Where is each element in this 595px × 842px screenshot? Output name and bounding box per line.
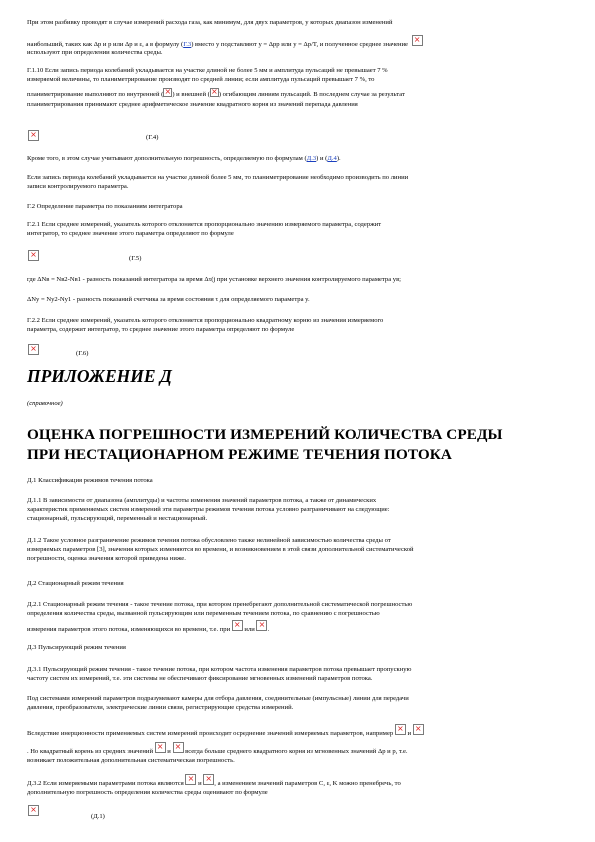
section-title-d1 (27, 476, 572, 485)
text-line: Если запись периода колебаний укладывается на участке длиной более 5 мм, то планиметрирование необходимо производить по линии (27, 174, 409, 181)
text-line: Д.3.1 Пульсирующий режим течения - такое течение потока, при котором частота изменения параметров потока превышает пропускную (27, 666, 412, 673)
text-line: Вследствие инерционности применяемых систем измерений происходит осреднение значений измеряемых параметров, например × и × (27, 724, 572, 738)
equation-number: (Г.6) (76, 350, 89, 357)
formula-image-icon (28, 250, 39, 261)
text-line: Д.3.2 Если измеряемыми параметрами потока являются × и × , а изменением значений параметров C, ε, K можно пренебречь, то (27, 774, 572, 788)
formula-image-icon (28, 805, 39, 816)
formula-image-icon (28, 130, 39, 141)
paragraph-additional-error (27, 154, 572, 163)
formula-image-icon (412, 35, 423, 46)
formula-link-d4[interactable]: Д.4 (327, 155, 337, 162)
text-line: частоту систем их измерений, т.е. эти системы не обеспечивают фиксирование мгновенных изменений параметров потока. (27, 675, 373, 683)
paragraph-d3-2 (27, 774, 572, 797)
paragraph-d3-1 (27, 665, 572, 683)
text-line: Г.2.2 Если среднее измерений, указатель которого отклоняется пропорционально квадратному корню из значения измеряемого (27, 317, 384, 324)
formula-g5 (27, 250, 572, 264)
paragraph-g2-2 (27, 316, 572, 334)
section-title-d2 (27, 579, 572, 588)
section-heading: Г.2 Определение параметра по показаниям интегратора (27, 203, 183, 210)
paragraph-d1-2 (27, 536, 572, 564)
formula-image-icon (173, 742, 184, 753)
main-title-line-1: ОЦЕНКА ПОГРЕШНОСТИ ИЗМЕРЕНИЙ КОЛИЧЕСТВА СРЕДЫ (27, 426, 503, 443)
section-heading: Д.1 Классификация режимов течения потока (27, 477, 153, 484)
text-line: Д.1.2 Такое условное разграничение режимов течения потока обусловлено также нелинейной зависимостью количества среды от (27, 537, 391, 544)
text-line: используют при определении количества среды. (27, 49, 163, 57)
appendix-note (27, 399, 572, 408)
text-line: Д.1.1 В зависимости от диапазона (амплитуды) и частоты изменения значений параметров потока, а также от динамических (27, 497, 377, 504)
text-line: . Но квадратный корень из средних значений × и × всегда больше среднего квадратного корня из мгновенных значений Δp и p, т.е. (27, 742, 572, 756)
formula-link-g3[interactable]: Г.3 (183, 41, 192, 49)
formula-image-icon (28, 344, 39, 355)
text-line: измеряемых параметров [3], значения которых изменяются во времени, и возникновением в этой связи дополнительной систематической (27, 546, 414, 554)
paragraph-g2-1-delta (27, 295, 572, 304)
text-line: измерения параметров этого потока, изменяющихся во времени, т.е. при × или × . (27, 620, 572, 634)
text-line: Под системами измерений параметров подразумевают камеры для отбора давления, соединительные (импульсные) линии для передачи (27, 695, 409, 702)
formula-g6 (27, 344, 572, 358)
equation-number: (Г.5) (129, 255, 142, 262)
text-line: записи контролируемого параметра. (27, 183, 129, 191)
text-line: Г.1.10 Если запись периода колебаний укладывается на участке длиной не более 5 мм и амплитуда пульсаций не превышает 7 % (27, 67, 388, 74)
text-line: где ΔNв = Nв2-Nв1 - разность показаний интегратора за время Δτ(j при установке верхнего значения контролируемого параметра yв; (27, 276, 402, 283)
formula-image-icon (163, 88, 172, 97)
equation-number: (Г.4) (146, 134, 159, 141)
paragraph-d3-inertia (27, 724, 572, 766)
text-line: дополнительную погрешность определения количества среды оценивают по формуле (27, 789, 268, 797)
text-line: давления, преобразователи, электрические линии связи, регистрирующие средства измерений. (27, 704, 294, 712)
text-line: параметра, содержит интегратор, то среднее значение этого параметра определяют по формуле (27, 326, 295, 334)
text-line: стационарный, пульсирующий, переменный и нестационарный. (27, 515, 208, 523)
formula-image-icon (256, 620, 267, 631)
formula-image-icon (413, 724, 424, 735)
formula-d1 (27, 805, 572, 821)
text-line: При этом разбивку проводят в случае измерений расхода газа, как минимум, для двух параметров, у которых диапазон изменений (27, 19, 393, 26)
section-heading: Д.2 Стационарный режим течения (27, 580, 124, 587)
formula-image-icon (232, 620, 243, 631)
section-title-g2 (27, 202, 572, 211)
formula-image-icon (395, 724, 406, 735)
text-line: интегратор, то среднее значение этого параметра определяют по формуле (27, 230, 234, 238)
formula-g4 (27, 130, 572, 144)
formula-image-icon (210, 88, 219, 97)
text-line: Кроме того, в этом случае учитывают дополнительную погрешность, определяемую по формулам (Д.3) и (Д.4). (27, 155, 341, 162)
paragraph-d3-1-note (27, 694, 572, 712)
text-line: Д.2.1 Стационарный режим течения - такое течение потока, при котором пренебрегают дополнительной систематической погрешностью (27, 601, 413, 608)
section-heading: Д.3 Пульсирующий режим течения (27, 644, 126, 651)
paragraph-d2-1 (27, 600, 572, 635)
text-line: характеристик применяемых систем измерений эти параметры режимов течения потока условно разграничивают на следующие: (27, 506, 390, 514)
text-line: Г.2.1 Если среднее измерений, указатель которого отклоняется пропорционально значению измеряемого параметра, содержит (27, 221, 382, 228)
text-line: определения количества среды, вызванной пульсирующим или переменным течением потока, по сравнению с погрешностью (27, 610, 380, 618)
text-line: возникает положительная дополнительная систематическая погрешность. (27, 757, 235, 765)
equation-number: (Д.1) (91, 813, 105, 820)
paragraph-long-record (27, 173, 572, 191)
paragraph-averaging-note (27, 18, 572, 58)
text-line: измеряемой величины, то планиметрирование производят по средней линии; если амплитуда пульсаций превышает 7 %, то (27, 76, 375, 84)
formula-image-icon (185, 774, 196, 785)
formula-link-d3[interactable]: Д.3 (306, 155, 317, 162)
paragraph-g2-1-where (27, 275, 572, 284)
text-line: планиметрирования принимают среднее арифметическое значение квадратного корня из значений перепада давления (27, 100, 358, 108)
main-title-line-2: ПРИ НЕСТАЦИОНАРНОМ РЕЖИМЕ ТЕЧЕНИЯ ПОТОКА (27, 446, 452, 463)
appendix-title: ПРИЛОЖЕНИЕ Д (27, 366, 172, 386)
text-line: погрешности, оценка значения которой приведена ниже. (27, 555, 186, 563)
text-line: ΔNy = Ny2-Ny1 - разность показаний счетчика за время состояния τ для определяемого параметра y. (27, 296, 310, 303)
formula-image-icon (203, 774, 214, 785)
paragraph-g2-1 (27, 220, 572, 238)
section-title-d3 (27, 643, 572, 652)
paragraph-g1-10 (27, 66, 572, 109)
appendix-type: (справочное) (27, 400, 63, 407)
paragraph-d1-1 (27, 496, 572, 524)
text-line: наибольший, таких как Δp и p или Δp и ε, а в формулу (Г.3) вместо y подставляют y = Δpp или y = Δp/T, и полученное среднее значение × (27, 35, 572, 49)
formula-image-icon (155, 742, 166, 753)
text-line: планиметрирование выполняют по внутренней (× ) и внешней (× ) огибающим линиям пульсаций. В последнем случае за результат (27, 88, 572, 99)
